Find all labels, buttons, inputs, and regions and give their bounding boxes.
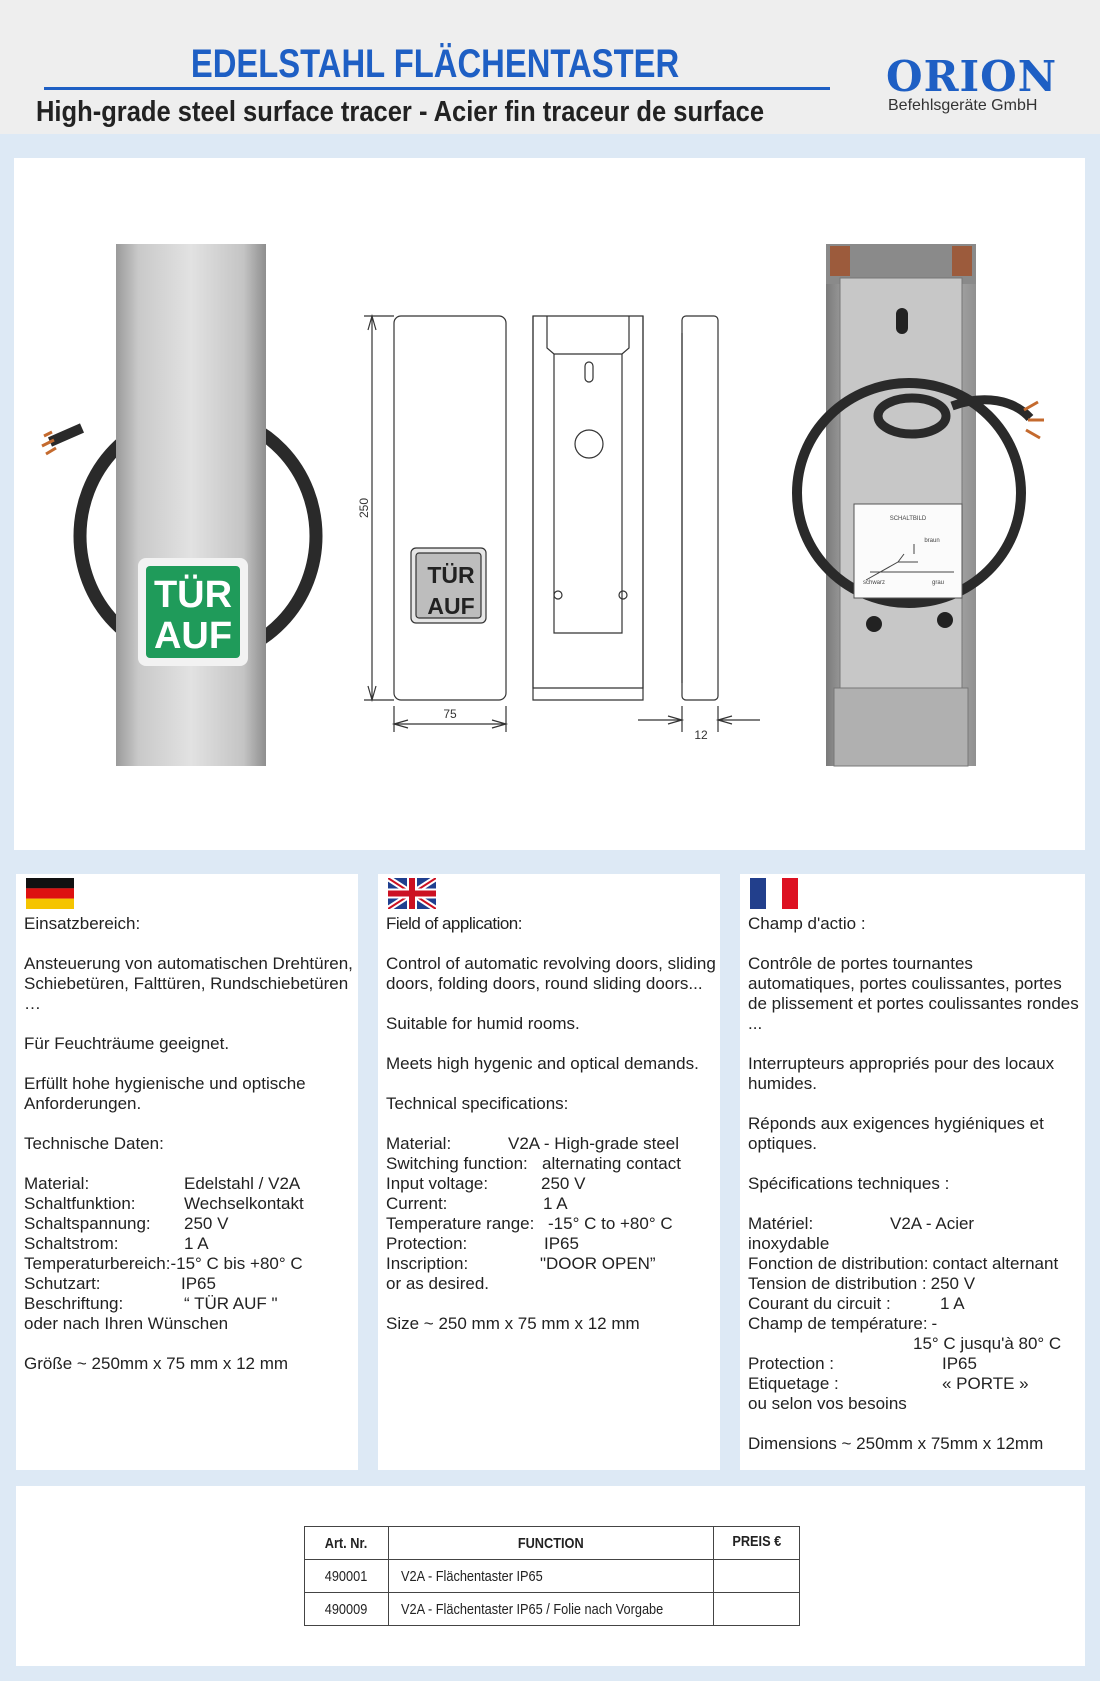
- english-paragraph-2: Suitable for humid rooms.: [386, 1014, 580, 1033]
- spec-row: Matériel: V2A - Acier: [748, 1214, 975, 1233]
- spec-row: Etiquetage : « PORTE »: [748, 1374, 1029, 1393]
- spec-row: Temperaturbereich: -15° C bis +80° C: [24, 1254, 303, 1273]
- french-paragraph-3: Réponds aux exigences hygiéniques et optiques.: [748, 1114, 1044, 1153]
- page-subtitle: High-grade steel surface tracer - Acier fin traceur de surface: [36, 96, 765, 128]
- german-column: [16, 874, 358, 1470]
- german-paragraph-2: Für Feuchträume geeignet.: [24, 1034, 230, 1053]
- schaltbild-grau: grau: [931, 580, 945, 586]
- cell-price: [714, 1560, 800, 1593]
- drawing-sign-line2: AUF: [427, 593, 475, 619]
- spec-row: Input voltage: 250 V: [386, 1174, 586, 1193]
- english-tech-heading: Technical specifications:: [386, 1094, 569, 1113]
- flag-uk-icon: [388, 878, 436, 909]
- german-spec-list: [24, 1174, 354, 1334]
- spec-row: Material: Edelstahl / V2A: [24, 1174, 301, 1193]
- table-header-row: [305, 1527, 800, 1560]
- german-tech-heading: Technische Daten:: [24, 1134, 164, 1153]
- col-header-art-nr: Art. Nr.: [305, 1527, 389, 1560]
- spec-row: Switching function: alternating contact: [386, 1154, 681, 1173]
- spec-row: Schutzart: IP65: [24, 1274, 216, 1293]
- spec-row: Material: V2A - High-grade steel: [386, 1134, 680, 1153]
- table-row: [305, 1560, 800, 1593]
- german-specs-tail: oder nach Ihren Wünschen: [24, 1314, 229, 1333]
- col-header-function: FUNCTION: [389, 1527, 714, 1560]
- spec-row: Beschriftung: “ TÜR AUF ": [24, 1294, 278, 1313]
- french-specs-tail: ou selon vos besoins: [748, 1394, 907, 1413]
- front-sign-line1: TÜR: [153, 574, 233, 616]
- french-tech-heading: Spécifications techniques :: [748, 1174, 950, 1193]
- spec-row: Courant du circuit : 1 A: [748, 1294, 965, 1313]
- cell-function: V2A - Flächentaster IP65 / Folie nach Vorgabe: [389, 1593, 714, 1626]
- order-table: [304, 1526, 800, 1626]
- flag-germany-icon: [26, 878, 74, 909]
- spec-row: Temperature range: -15° C to +80° C: [386, 1214, 673, 1233]
- spec-row: inoxydable: [748, 1234, 830, 1253]
- english-specs-tail: or as desired.: [386, 1274, 489, 1293]
- spec-row: Schaltspannung: 250 V: [24, 1214, 229, 1233]
- german-paragraph-1: Ansteuerung von automatischen Drehtüren, Schiebetüren, Falttüren, Rundschiebetüren …: [24, 954, 353, 1013]
- english-paragraph-1: Control of automatic revolving doors, sliding doors, folding doors, round sliding doors...: [386, 954, 716, 993]
- technical-drawing: [364, 316, 760, 732]
- product-illustration: [14, 158, 1085, 850]
- dim-width-label: 75: [443, 707, 457, 721]
- col-header-price: PREIS €: [714, 1527, 800, 1560]
- german-paragraph-3: Erfüllt hohe hygienische und optische Anforderungen.: [24, 1074, 306, 1113]
- schaltbild-title: SCHALTBILD: [889, 516, 927, 522]
- spec-row: Protection : IP65: [748, 1354, 977, 1373]
- spec-row: Schaltstrom: 1 A: [24, 1234, 209, 1253]
- french-paragraph-1: Contrôle de portes tournantes automatiques, portes coulissantes, portes de plissement et portes coulissantes rondes ...: [748, 954, 1079, 1033]
- spec-row: 15° C jusqu'à 80° C: [913, 1334, 1062, 1353]
- spec-row: Fonction de distribution: contact alternant: [748, 1254, 1059, 1273]
- french-spec-list: [748, 1214, 1081, 1414]
- cell-art-nr: 490009: [305, 1593, 389, 1626]
- company-name: Befehlsgeräte GmbH: [888, 97, 1038, 114]
- schaltbild-schwarz: schwarz: [862, 580, 886, 586]
- title-underline: [44, 87, 830, 90]
- english-spec-list: [386, 1134, 716, 1294]
- english-heading: Field of application:: [386, 914, 522, 933]
- cell-price: [714, 1593, 800, 1626]
- spec-row: Schaltfunktion: Wechselkontakt: [24, 1194, 304, 1213]
- dim-depth-label: 12: [694, 728, 708, 742]
- product-image-panel: [14, 158, 1085, 850]
- german-heading: Einsatzbereich:: [24, 914, 141, 933]
- front-view-photo: [42, 244, 316, 766]
- french-heading: Champ d'actio :: [748, 914, 866, 933]
- dim-height-label: 250: [357, 497, 371, 519]
- cell-function: V2A - Flächentaster IP65: [389, 1560, 714, 1593]
- front-sign-line2: AUF: [153, 615, 233, 657]
- french-column: [740, 874, 1085, 1470]
- spec-row: Tension de distribution : 250 V: [748, 1274, 976, 1293]
- english-column: [378, 874, 720, 1470]
- spec-row: Protection: IP65: [386, 1234, 579, 1253]
- english-paragraph-3: Meets high hygenic and optical demands.: [386, 1054, 699, 1073]
- french-paragraph-2: Interrupteurs appropriés pour des locaux humides.: [748, 1054, 1055, 1093]
- spec-row: Inscription: "DOOR OPEN”: [386, 1254, 656, 1273]
- schaltbild-braun: braun: [924, 538, 940, 544]
- spec-row: Champ de température: -: [748, 1314, 938, 1333]
- order-table-panel: [16, 1486, 1085, 1666]
- spec-row: Current: 1 A: [386, 1194, 568, 1213]
- english-size: Size ~ 250 mm x 75 mm x 12 mm: [386, 1314, 640, 1333]
- table-row: [305, 1593, 800, 1626]
- flag-france-icon: [750, 878, 798, 909]
- german-size: Größe ~ 250mm x 75 mm x 12 mm: [24, 1354, 289, 1373]
- back-view-photo: [797, 244, 1044, 766]
- company-logo: ORION: [886, 52, 1058, 101]
- header: [0, 0, 1100, 134]
- drawing-sign-line1: TÜR: [427, 562, 475, 588]
- cell-art-nr: 490001: [305, 1560, 389, 1593]
- french-size: Dimensions ~ 250mm x 75mm x 12mm: [748, 1434, 1044, 1453]
- page-title: EDELSTAHL FLÄCHENTASTER: [190, 42, 680, 86]
